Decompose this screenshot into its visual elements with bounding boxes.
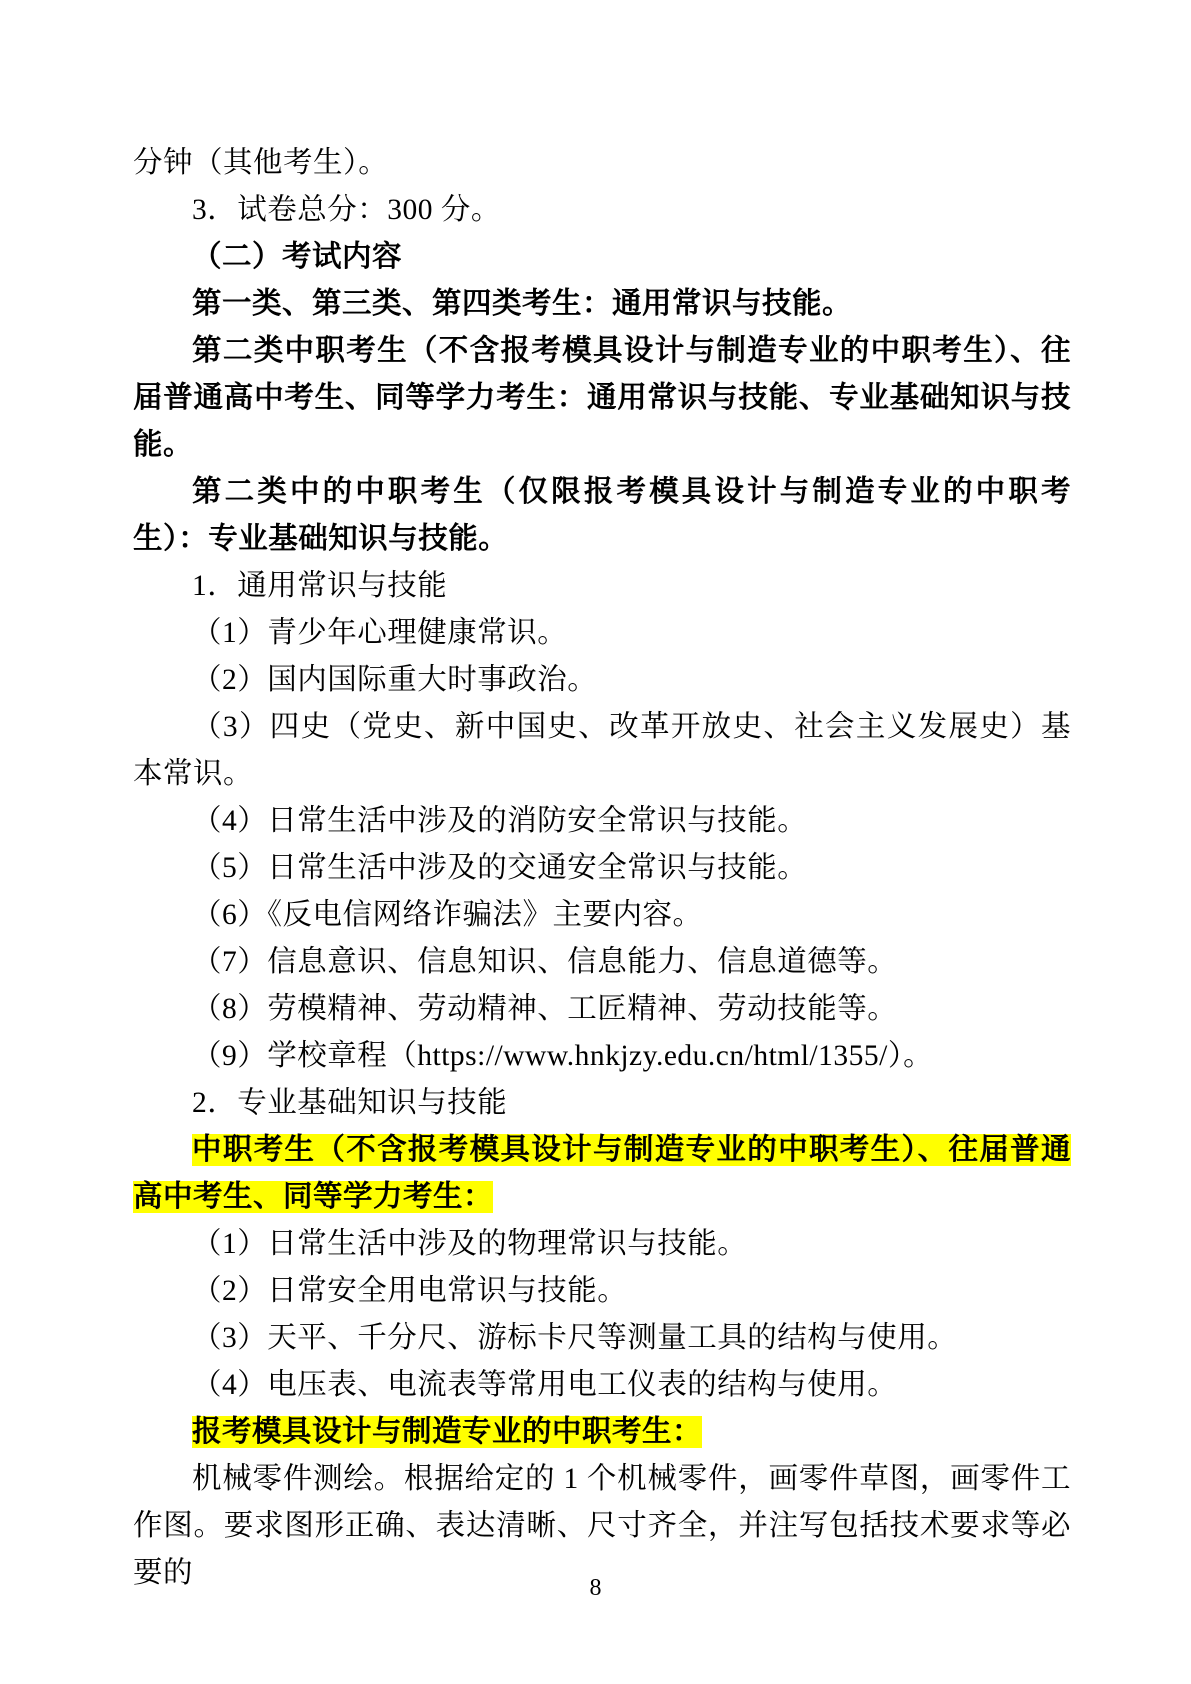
paragraph xyxy=(133,234,1071,281)
paragraph-text: 3．试卷总分：300 分。 xyxy=(192,194,501,226)
paragraph xyxy=(133,798,1071,845)
paragraph xyxy=(133,328,1071,469)
page-footer xyxy=(0,1572,1191,1604)
highlighted-paragraph xyxy=(133,1127,1071,1221)
paragraph xyxy=(133,610,1071,657)
paragraph-text: 第一类、第三类、第四类考生：通用常识与技能。 xyxy=(192,288,853,320)
paragraph xyxy=(133,1080,1071,1127)
paragraph xyxy=(133,563,1071,610)
paragraph-text: （4）电压表、电流表等常用电工仪表的结构与使用。 xyxy=(192,1369,898,1401)
paragraph xyxy=(133,892,1071,939)
paragraph-text: （6）《反电信网络诈骗法》主要内容。 xyxy=(192,899,703,931)
paragraph-text: 1．通用常识与技能 xyxy=(192,570,448,602)
paragraph xyxy=(133,1315,1071,1362)
paragraph-text: （2）日常安全用电常识与技能。 xyxy=(192,1275,628,1307)
paragraph-text: 分钟（其他考生）。 xyxy=(133,147,389,179)
paragraph xyxy=(133,1033,1071,1080)
paragraph xyxy=(133,845,1071,892)
paragraph-text: （7）信息意识、信息知识、信息能力、信息道德等。 xyxy=(192,946,898,978)
highlighted-paragraph-text: 中职考生（不含报考模具设计与制造专业的中职考生）、往届普通高中考生、同等学力考生： xyxy=(133,1134,1071,1213)
paragraph xyxy=(133,1362,1071,1409)
paragraph-text: （4）日常生活中涉及的消防安全常识与技能。 xyxy=(192,805,808,837)
paragraph-text: （3）天平、千分尺、游标卡尺等测量工具的结构与使用。 xyxy=(192,1322,958,1354)
document-body xyxy=(133,140,1071,1597)
highlighted-paragraph-text: 报考模具设计与制造专业的中职考生： xyxy=(192,1416,703,1448)
paragraph xyxy=(133,939,1071,986)
paragraph xyxy=(133,469,1071,563)
paragraph-text: （二）考试内容 xyxy=(192,241,403,273)
paragraph-text: （8）劳模精神、劳动精神、工匠精神、劳动技能等。 xyxy=(192,993,898,1025)
paragraph xyxy=(133,281,1071,328)
paragraph xyxy=(133,187,1071,234)
paragraph xyxy=(133,140,1071,187)
paragraph-text: 2．专业基础知识与技能 xyxy=(192,1087,508,1119)
paragraph-text: （5）日常生活中涉及的交通安全常识与技能。 xyxy=(192,852,808,884)
paragraph-text: 机械零件测绘。根据给定的 1 个机械零件，画零件草图，画零件工作图。要求图形正确、表达清晰、尺寸齐全，并注写包括技术要求等必要的 xyxy=(133,1463,1071,1589)
paragraph-text: 第二类中职考生（不含报考模具设计与制造专业的中职考生）、往届普通高中考生、同等学力考生：通用常识与技能、专业基础知识与技能。 xyxy=(133,335,1071,461)
highlighted-paragraph xyxy=(133,1409,1071,1456)
paragraph-text: 第二类中的中职考生（仅限报考模具设计与制造专业的中职考生）：专业基础知识与技能。 xyxy=(133,476,1071,555)
paragraph-text: （2）国内国际重大时事政治。 xyxy=(192,664,598,696)
paragraph xyxy=(133,986,1071,1033)
paragraph-text: （9）学校章程（https://www.hnkjzy.edu.cn/html/1355/）。 xyxy=(192,1040,934,1072)
paragraph-text: （3）四史（党史、新中国史、改革开放史、社会主义发展史）基本常识。 xyxy=(133,711,1071,790)
page-number: 8 xyxy=(589,1575,602,1601)
paragraph xyxy=(133,657,1071,704)
paragraph xyxy=(133,1268,1071,1315)
paragraph xyxy=(133,704,1071,798)
paragraph xyxy=(133,1221,1071,1268)
paragraph-text: （1）日常生活中涉及的物理常识与技能。 xyxy=(192,1228,748,1260)
paragraph-text: （1）青少年心理健康常识。 xyxy=(192,617,568,649)
